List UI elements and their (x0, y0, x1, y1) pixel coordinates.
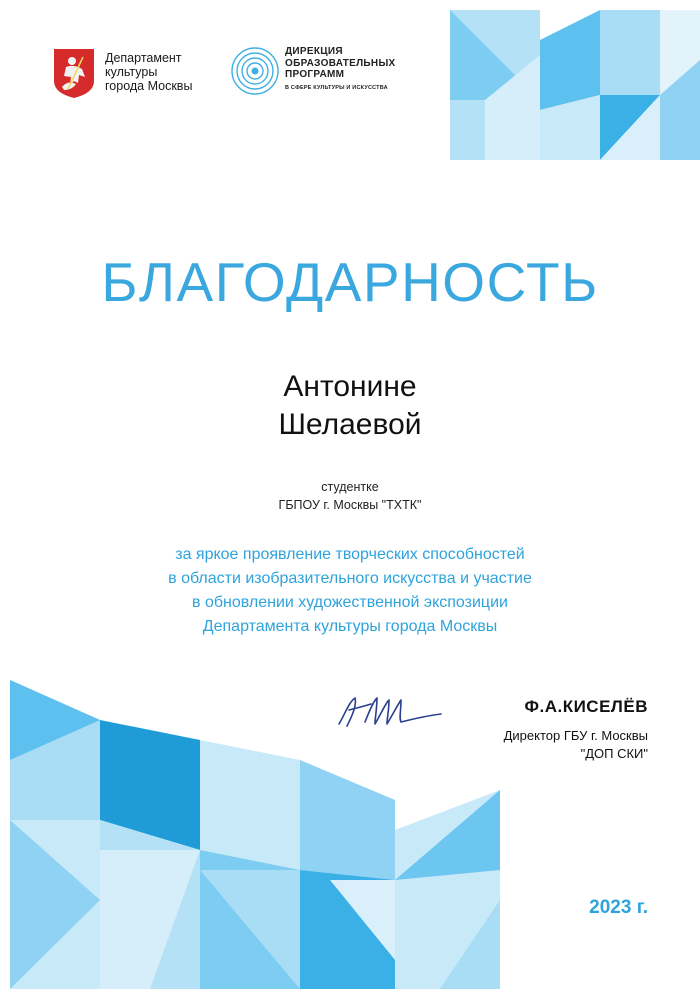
directorate-name (285, 46, 396, 94)
signatory-position-line-1: Директор ГБУ г. Москвы (503, 728, 648, 743)
reason-line-2: в области изобразительного искусства и участие (168, 570, 532, 587)
handwritten-signature (335, 692, 445, 732)
recipient-role (0, 478, 700, 514)
signatory-name: Ф.А.КИСЕЛЁВ (524, 697, 648, 716)
signatory-position-line-2: "ДОП СКИ" (580, 746, 648, 761)
department-line-3: города Москвы (105, 79, 193, 93)
directorate-line-1: ДИРЕКЦИЯ (285, 46, 343, 57)
directorate-line-3: ПРОГРАММ (285, 69, 345, 80)
certificate-title: БЛАГОДАРНОСТЬ (101, 251, 599, 313)
directorate-logo-icon (230, 46, 280, 96)
department-name (105, 51, 192, 93)
recipient-status: студентке (321, 480, 379, 494)
reason-line-4: Департамента культуры города Москвы (202, 618, 498, 635)
moscow-coat-of-arms-icon (52, 47, 96, 100)
signatory-position (504, 727, 648, 763)
reason-line-1: за яркое проявление творческих способностей (175, 546, 525, 563)
certificate-year: 2023 г. (589, 897, 648, 918)
department-line-1: Департамент (105, 51, 182, 65)
recipient-last-name: Шелаевой (278, 408, 422, 441)
recipient-institution: ГБПОУ г. Москвы "ТХТК" (278, 498, 422, 512)
directorate-line-2: ОБРАЗОВАТЕЛЬНЫХ (285, 57, 396, 69)
directorate-subtitle: В СФЕРЕ КУЛЬТУРЫ И ИСКУССТВА (285, 84, 388, 91)
top-right-shapes (450, 10, 700, 160)
signatory-block (504, 697, 648, 763)
recipient-name (0, 368, 700, 444)
recipient-first-name: Антонине (283, 370, 417, 403)
award-reason (0, 543, 700, 639)
reason-line-3: в обновлении художественной экспозиции (192, 594, 508, 611)
department-line-2: культуры (105, 65, 158, 79)
